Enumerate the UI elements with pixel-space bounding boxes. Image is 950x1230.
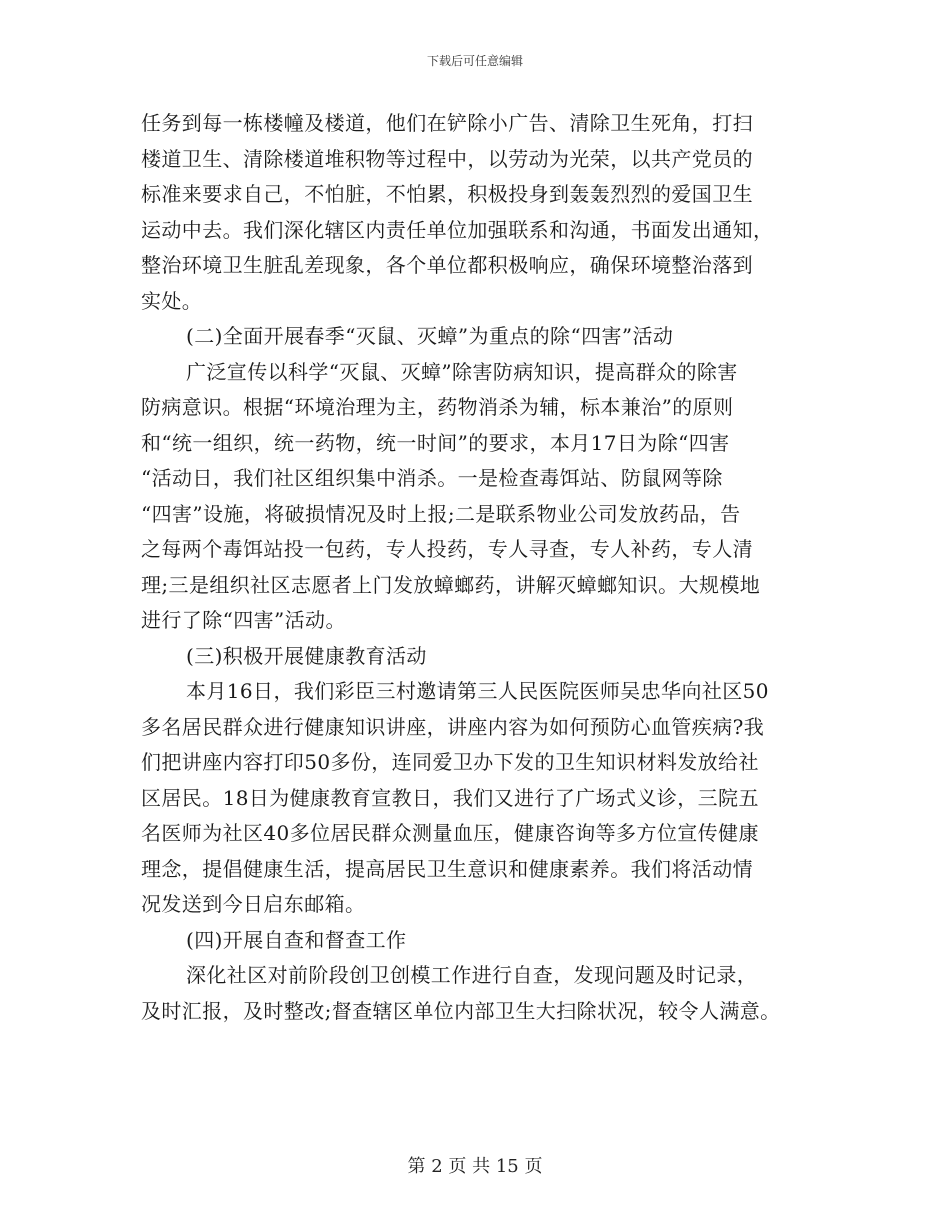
- text-line: “活动日，我们社区组织集中消杀。一是检查毒饵站、防鼠网等除: [141, 466, 723, 490]
- text-line: (二)全面开展春季“灭鼠、灭蟑”为重点的除“四害”活动: [186, 324, 674, 348]
- text-line: 和“统一组织，统一药物，统一时间”的要求，本月17日为除“四害: [141, 430, 730, 455]
- text-line: 及时汇报，及时整改;督查辖区单位内部卫生大扫除状况，较令人满意。: [141, 998, 781, 1023]
- text-line: 本月16日，我们彩臣三村邀请第三人民医院医师吴忠华向社区50: [186, 679, 769, 703]
- text-line: 多名居民群众进行健康知识讲座，讲座内容为如何预防心血管疾病?我: [141, 714, 765, 739]
- text-line: 实处。: [141, 288, 203, 313]
- document-body: [141, 106, 813, 1029]
- text-line: 理念，提倡健康生活，提高居民卫生意识和健康素养。我们将活动情: [141, 856, 753, 881]
- text-line: 运动中去。我们深化辖区内责任单位加强联系和沟通，书面发出通知，: [141, 217, 774, 242]
- text-line: 之每两个毒饵站投一包药，专人投药，专人寻查，专人补药，专人清: [141, 537, 753, 561]
- page-footer: 第 2 页 共 15 页: [407, 1156, 543, 1177]
- text-line: 广泛宣传以科学“灭鼠、灭蟑”除害防病知识，提高群众的除害: [186, 359, 738, 384]
- text-line: 区居民。18日为健康教育宣教日，我们又进行了广场式义诊，三院五: [141, 785, 759, 810]
- text-line: 理;三是组织社区志愿者上门发放蟑螂药，讲解灭蟑螂知识。大规模地: [141, 572, 761, 597]
- text-line: “四害”设施，将破损情况及时上报;二是联系物业公司发放药品，告: [141, 501, 741, 526]
- text-line: 名医师为社区40多位居民群众测量血压，健康咨询等多方位宣传健康: [141, 821, 759, 845]
- text-line: (四)开展自查和督查工作: [186, 927, 407, 952]
- text-line: 况发送到今日启东邮箱。: [141, 892, 366, 916]
- text-line: (三)积极开展健康教育活动: [186, 643, 427, 668]
- text-line: 楼道卫生、清除楼道堆积物等过程中，以劳动为光荣，以共产党员的: [141, 146, 753, 171]
- text-line: 整治环境卫生脏乱差现象，各个单位都积极响应，确保环境整治落到: [141, 253, 753, 277]
- text-line: 深化社区对前阶段创卫创模工作进行自查，发现问题及时记录，: [186, 963, 758, 987]
- page-header: 下载后可任意编辑: [426, 54, 523, 68]
- text-line: 进行了除“四害”活动。: [141, 608, 346, 632]
- text-line: 防病意识。根据“环境治理为主，药物消杀为辅，标本兼治”的原则: [141, 395, 734, 419]
- text-line: 任务到每一栋楼幢及楼道，他们在铲除小广告、清除卫生死角，打扫: [141, 111, 753, 135]
- text-line: 们把讲座内容打印50多份，连同爱卫办下发的卫生知识材料发放给社: [141, 750, 759, 774]
- text-line: 标准来要求自己，不怕脏，不怕累，积极投身到轰轰烈烈的爱国卫生: [141, 182, 753, 206]
